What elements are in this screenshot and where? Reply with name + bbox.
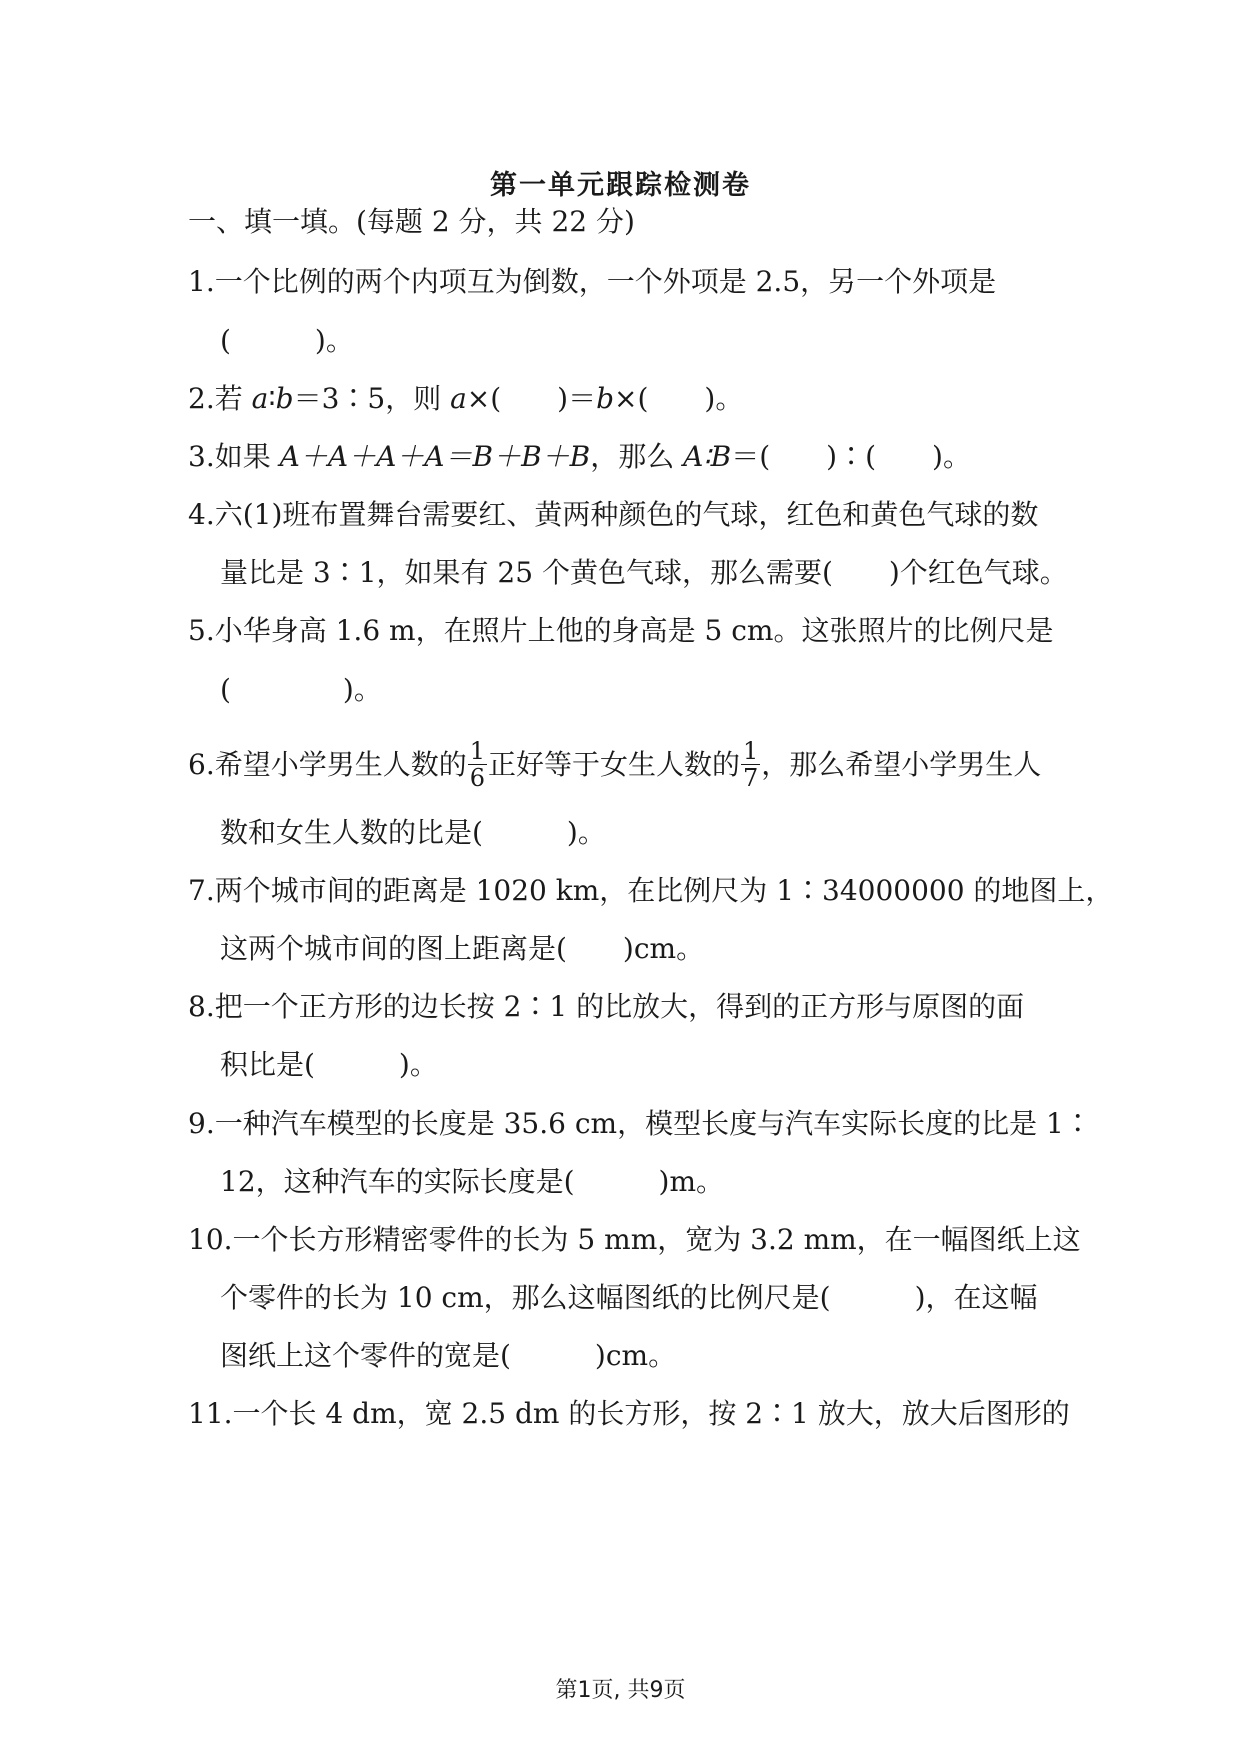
fraction-numerator: 1 [469,737,485,765]
question-5-line-1: 5.小华身高 1.6 m，在照片上他的身高是 5 cm。这张照片的比例尺是 [188,614,1054,647]
fraction-one-sixth [468,738,487,791]
question-10-line-2: 个零件的长为 10 cm，那么这幅图纸的比例尺是( )，在这幅 [220,1281,1038,1314]
var-b: b [275,382,294,415]
question-6-line-2: 数和女生人数的比是( )。 [220,816,606,849]
q6-post: ，那么希望小学男生人 [761,748,1042,781]
page-title: 第一单元跟踪检测卷 [490,170,751,201]
question-4-line-1: 4.六(1)班布置舞台需要红、黄两种颜色的气球，红色和黄色气球的数 [188,498,1039,531]
question-1-line-1: 1.一个比例的两个内项互为倒数，一个外项是 2.5，另一个外项是 [188,265,997,298]
q3-pre: 3.如果 [188,440,280,473]
question-6-line-1 [188,737,1042,793]
q3-ratio: A∶B [683,440,732,473]
var-a: a [251,382,269,415]
q2-s3: ×( )＝ [466,382,597,415]
fraction-denominator: 6 [469,764,485,792]
question-5-line-2: ( )。 [220,673,382,706]
question-3 [188,439,971,475]
q3-expression: A＋A＋A＋A＝B＋B＋B [279,440,591,473]
question-7-line-2: 这两个城市间的图上距离是( )cm。 [220,932,705,965]
q2-s2: ＝3∶5，则 [293,382,451,415]
question-10-line-1: 10.一个长方形精密零件的长为 5 mm，宽为 3.2 mm，在一幅图纸上这 [188,1223,1081,1256]
question-9-line-1: 9.一种汽车模型的长度是 35.6 cm，模型长度与汽车实际长度的比是 1∶ [188,1107,1092,1140]
question-1-line-2: ( )。 [220,324,354,357]
question-11-line-1: 11.一个长 4 dm，宽 2.5 dm 的长方形，按 2∶1 放大，放大后图形的 [188,1397,1070,1430]
q2-s1: ∶ [268,382,276,415]
question-9-line-2: 12，这种汽车的实际长度是( )m。 [220,1165,725,1198]
fraction-one-seventh [741,738,760,791]
q6-mid: 正好等于女生人数的 [488,748,741,781]
question-4-line-2: 量比是 3∶1，如果有 25 个黄色气球，那么需要( )个红色气球。 [220,556,1068,589]
page-number: 第1页, 共9页 [555,1678,686,1703]
var-a: a [450,382,467,415]
q3-post: ＝( )∶( )。 [731,440,971,473]
q3-mid: ，那么 [590,440,684,473]
fraction-numerator: 1 [743,737,759,765]
question-2 [188,381,743,417]
q6-pre: 6.希望小学男生人数的 [188,748,467,781]
question-10-line-3: 图纸上这个零件的宽是( )cm。 [220,1339,677,1372]
fraction-denominator: 7 [743,764,759,792]
q2-pre: 2.若 [188,382,252,415]
q2-s4: ×( )。 [614,382,744,415]
question-8-line-2: 积比是( )。 [220,1048,438,1081]
question-8-line-1: 8.把一个正方形的边长按 2∶1 的比放大，得到的正方形与原图的面 [188,990,1025,1023]
var-b: b [596,382,615,415]
question-7-line-1: 7.两个城市间的距离是 1020 km，在比例尺为 1∶34000000 的地图上， [188,874,1114,907]
section-heading: 一、填一填。(每题 2 分，共 22 分) [188,205,635,238]
